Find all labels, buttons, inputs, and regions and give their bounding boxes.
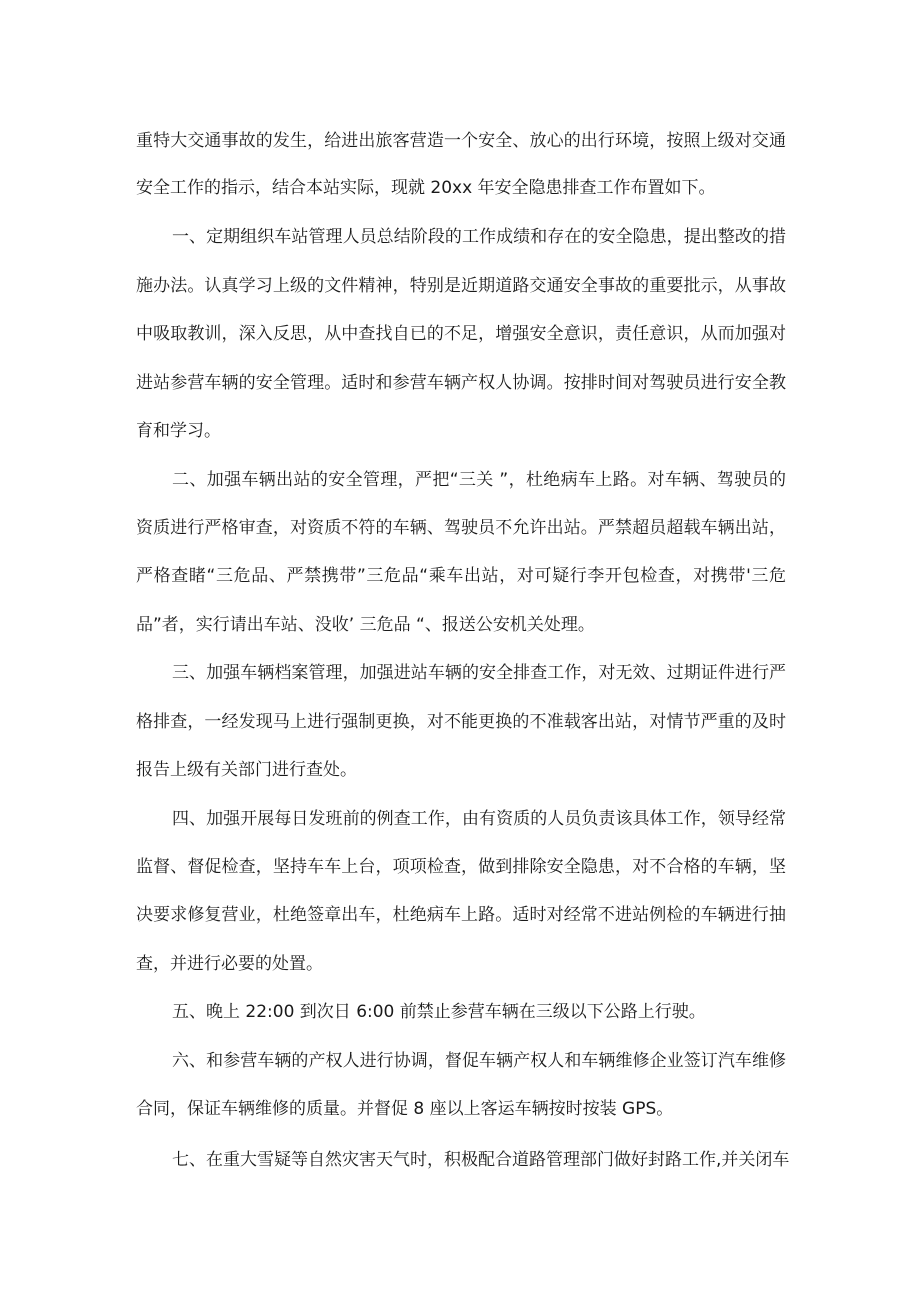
paragraph-line: 施办法。认真学习上级的文件精神，特别是近期道路交通安全事故的重要批示，从事故 — [136, 276, 786, 296]
paragraph-2-start: 二、加强车辆出站的安全管理，严把“三关 ”，杜绝病车上路。对车辆、驾驶员的 — [172, 470, 786, 490]
paragraph-line: 格排查，一经发现马上进行强制更换，对不能更换的不准载客出站，对情节严重的及时 — [136, 712, 786, 732]
paragraph-6-start: 六、和参营车辆的产权人进行协调，督促车辆产权人和车辆维修企业签订汽车维修 — [172, 1051, 786, 1071]
paragraph-line: 中吸取教训，深入反思，从中查找自已的不足，增强安全意识，责任意识，从而加强对 — [136, 324, 786, 344]
paragraph-line: 资质进行严格审查，对资质不符的车辆、驾驶员不允许出站。严禁超员超载车辆出站， — [136, 518, 786, 538]
paragraph-line: 品”者，实行请出车站、没收’ 三危品 “、报送公安机关处理。 — [136, 615, 595, 635]
paragraph-line: 报告上级有关部门进行查处。 — [136, 760, 357, 780]
paragraph-line: 进站参营车辆的安全管理。适时和参营车辆产权人协调。按排时间对驾驶员进行安全教 — [136, 373, 786, 393]
paragraph-4-start: 四、加强开展每日发班前的例查工作，由有资质的人员负责该具体工作，领导经常 — [172, 809, 786, 829]
paragraph-line: 监督、督促检查，坚持车车上台，项项检查，做到排除安全隐患，对不合格的车辆，坚 — [136, 857, 786, 877]
paragraph-3-start: 三、加强车辆档案管理，加强进站车辆的安全排查工作，对无效、过期证件进行严 — [172, 663, 786, 683]
paragraph-line: 合同，保证车辆维修的质量。并督促 8 座以上客运车辆按时按装 GPS。 — [136, 1099, 674, 1119]
paragraph-5: 五、晚上 22:00 到次日 6:00 前禁止参营车辆在三级以下公路上行驶。 — [172, 1002, 706, 1022]
paragraph-line: 决要求修复营业，杜绝签章出车，杜绝病车上路。适时对经常不进站例检的车辆进行抽 — [136, 905, 786, 925]
paragraph-line: 育和学习。 — [136, 421, 221, 441]
paragraph-line: 重特大交通事故的发生，给进出旅客营造一个安全、放心的出行环境，按照上级对交通 — [136, 131, 786, 151]
paragraph-7-start: 七、在重大雪疑等自然灾害天气时，积极配合道路管理部门做好封路工作,并关闭车 — [172, 1150, 790, 1170]
paragraph-line: 安全工作的指示，结合本站实际，现就 20xx 年安全隐患排查工作布置如下。 — [136, 178, 716, 198]
paragraph-line: 查，并进行必要的处置。 — [136, 954, 323, 974]
paragraph-line: 严格查睹“三危品、严禁携带”三危品“乘车出站，对可疑行李开包检查，对携带'三危 — [136, 566, 786, 586]
paragraph-1-start: 一、定期组织车站管理人员总结阶段的工作成绩和存在的安全隐患，提出整改的措 — [172, 227, 786, 247]
